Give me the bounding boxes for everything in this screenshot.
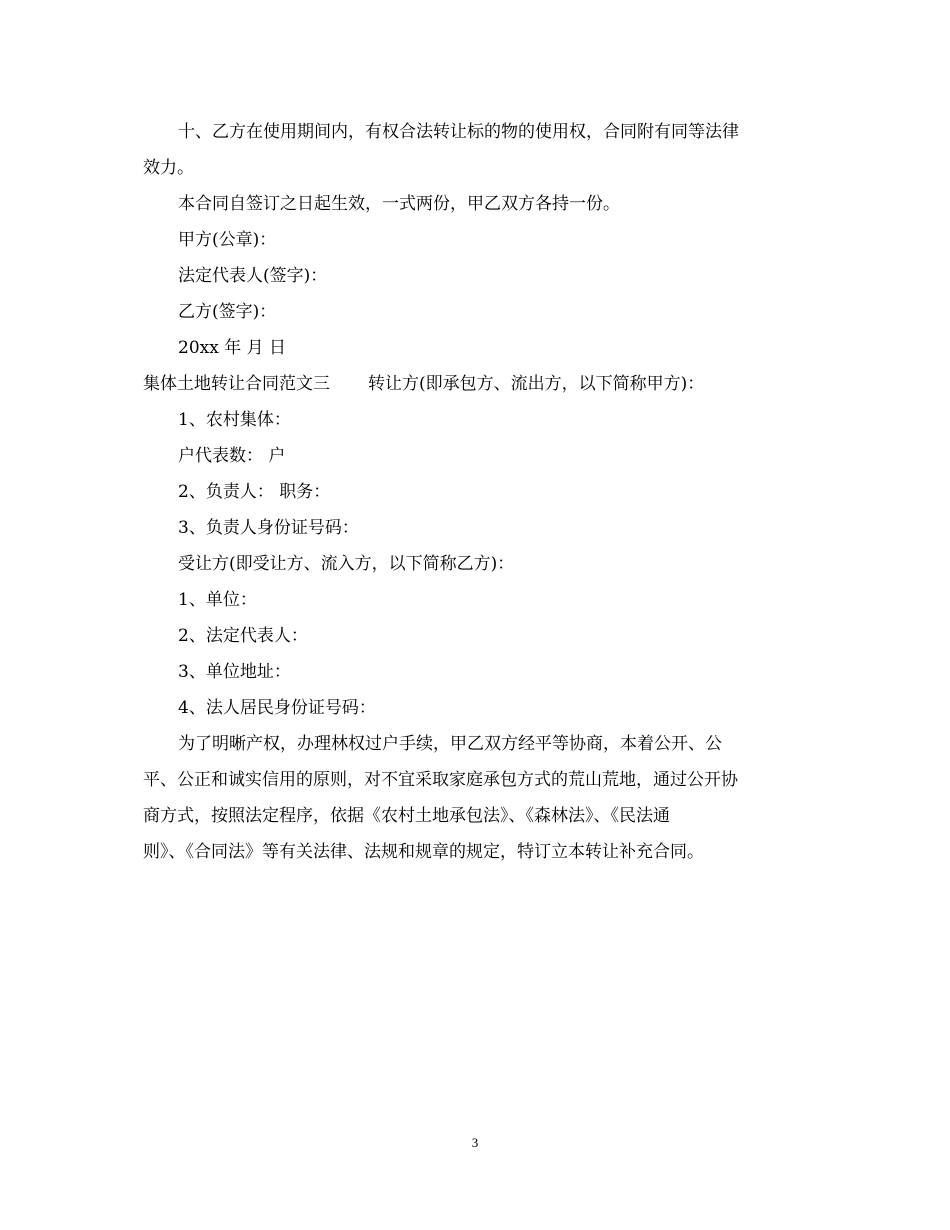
party-a-seal: 甲方(公章)： [178,230,277,250]
field-rural-collective: 1、农村集体： [178,410,291,430]
clause-ten-line-2: 效力。 [143,158,194,178]
field-responsible-person: 2、负责人： 职务： [178,482,331,502]
section-title: 集体土地转让合同范文三 [143,374,330,394]
effective-clause: 本合同自签订之日起生效，一式两份，甲乙双方各持一份。 [178,194,620,214]
purpose-paragraph-line-1: 为了明晰产权，办理林权过户手续，甲乙双方经平等协商，本着公开、公 [178,734,722,754]
section-heading [143,366,799,402]
field-legal-person-id: 4、法人居民身份证号码： [178,698,376,718]
page-number: 3 [471,1135,479,1150]
transferor-intro: 转让方(即承包方、流出方，以下简称甲方)： [368,374,705,394]
purpose-paragraph-line-3: 商方式，按照法定程序，依据《农村土地承包法》、《森林法》、《民法通 [143,806,670,826]
field-household-rep-count: 户代表数： 户 [178,446,286,466]
field-unit-address: 3、单位地址： [178,662,291,682]
purpose-paragraph-line-2: 平、公正和诚实信用的原则，对不宜采取家庭承包方式的荒山荒地，通过公开协 [143,770,738,790]
field-legal-representative: 2、法定代表人： [178,626,308,646]
date-line: 20xx 年 月 日 [178,338,287,358]
clause-ten-line-1: 十、乙方在使用期间内，有权合法转让标的物的使用权，合同附有同等法律 [178,122,739,142]
legal-rep-signature: 法定代表人(签字)： [178,266,328,286]
purpose-paragraph-line-4: 则》、《合同法》等有关法律、法规和规章的规定，特订立本转让补充合同。 [143,842,704,862]
document-body [143,114,799,870]
field-unit: 1、单位： [178,590,257,610]
field-responsible-person-id: 3、负责人身份证号码： [178,518,359,538]
party-b-signature: 乙方(签字)： [178,302,277,322]
field-transferee-intro: 受让方(即受让方、流入方，以下简称乙方)： [178,554,515,574]
